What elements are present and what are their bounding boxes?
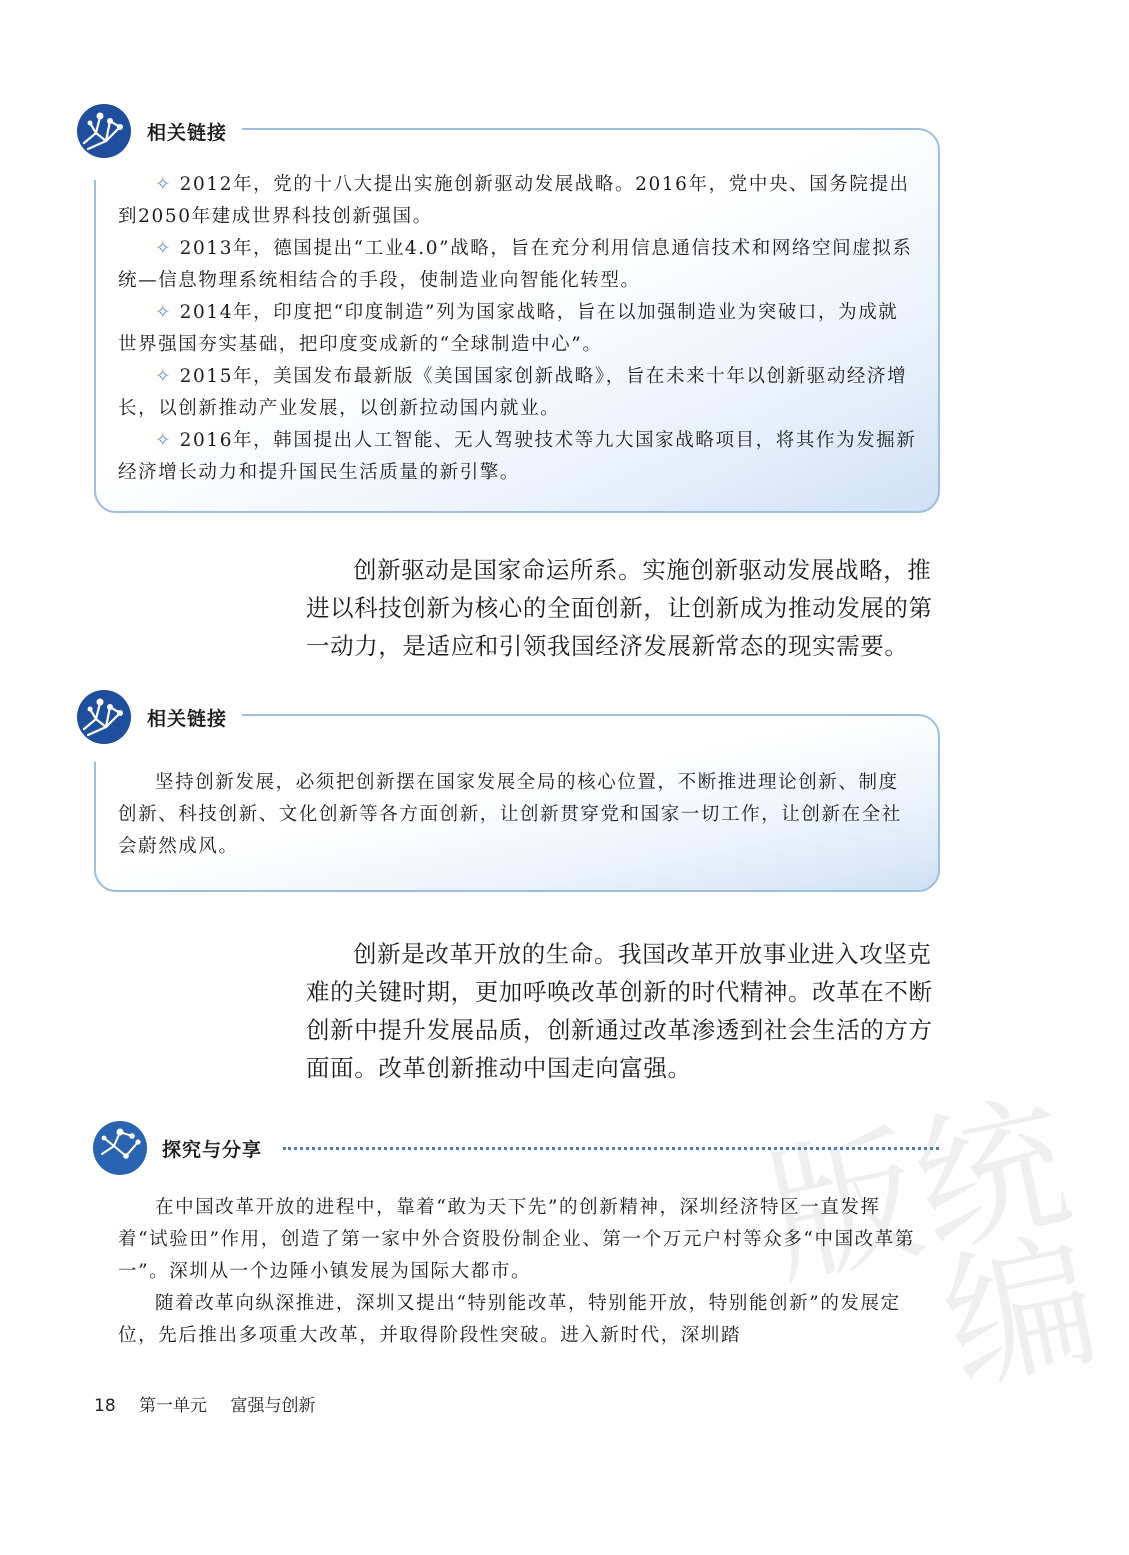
main-paragraph-1: 创新驱动是国家命运所系。实施创新驱动发展战略，推进以科技创新为核心的全面创新，让创新成为推动发展的第一动力，是适应和引领我国经济发展新常态的现实需要。 xyxy=(306,556,933,660)
page-footer xyxy=(94,1391,333,1416)
unit-label: 第一单元 xyxy=(139,1396,208,1416)
sparkle-icon: ✧ xyxy=(155,238,173,259)
section-title-related-1: 相关链接 xyxy=(147,122,228,144)
main-paragraph-2: 创新是改革开放的生命。我国改革开放事业进入攻坚克难的关键时期，更加呼唤改革创新的时代精神。改革在不断创新中提升发展品质，创新通过改革渗透到社会生活的方方面面。改革创新推动中国走向富强。 xyxy=(306,940,933,1082)
explore-content: 在中国改革开放的进程中，靠着“敢为天下先”的创新精神，深圳经济特区一直发挥着“试验田”作用，创造了第一家中外合资股份制企业、第一个万元户村等众多“中国改革第一”。深圳从一个边陲小镇发展为国际大都市。 随着改革向纵深推进，深圳又提出“特别能改革，特别能开放，特别能创新”的发展定位，先后推出多项重大改革，并取得阶段性突破。进入新时代，深圳踏 xyxy=(118,1197,915,1346)
sparkle-icon: ✧ xyxy=(155,174,173,195)
sparkle-icon: ✧ xyxy=(155,430,173,451)
related-link-2-content: 坚持创新发展，必须把创新摆在国家发展全局的核心位置，不断推进理论创新、制度创新、科技创新、文化创新等各方面创新，让创新贯穿党和国家一切工作，让创新在全社会蔚然成风。 xyxy=(118,772,902,857)
list-item: ✧ 2013年，德国提出“工业4.0”战略，旨在充分利用信息通信技术和网络空间虚拟系统—信息物理系统相结合的手段，使制造业向智能化转型。 xyxy=(118,238,913,291)
header-line-1 xyxy=(245,128,915,130)
page-number: 18 xyxy=(94,1396,116,1416)
section-title-explore: 探究与分享 xyxy=(162,1139,263,1161)
dotted-separator xyxy=(283,1147,939,1150)
section-title-related-2: 相关链接 xyxy=(147,708,228,730)
list-item: ✧ 2015年，美国发布最新版《美国国家创新战略》，旨在未来十年以创新驱动经济增长，以创新推动产业发展，以创新拉动国内就业。 xyxy=(118,366,908,419)
sparkle-icon: ✧ xyxy=(155,366,173,387)
list-item: ✧ 2014年，印度把“印度制造”列为国家战略，旨在以加强制造业为突破口，为成就世界强国夯实基础，把印度变成新的“全球制造中心”。 xyxy=(118,302,899,355)
list-item: ✧ 2016年，韩国提出人工智能、无人驾驶技术等九大国家战略项目，将其作为发掘新经济增长动力和提升国民生活质量的新引擎。 xyxy=(118,430,917,483)
related-link-1-content xyxy=(118,169,918,489)
unit-title: 富强与创新 xyxy=(230,1396,316,1416)
network-icon xyxy=(76,689,132,745)
sparkle-icon: ✧ xyxy=(155,302,173,323)
list-item: ✧ 2012年，党的十八大提出实施创新驱动发展战略。2016年，党中央、国务院提出到2050年建成世界科技创新强国。 xyxy=(118,174,910,227)
header-line-2 xyxy=(245,714,915,716)
watermark-text: 统编版 xyxy=(729,1082,1105,1393)
explore-icon xyxy=(92,1120,148,1176)
network-icon xyxy=(76,103,132,159)
